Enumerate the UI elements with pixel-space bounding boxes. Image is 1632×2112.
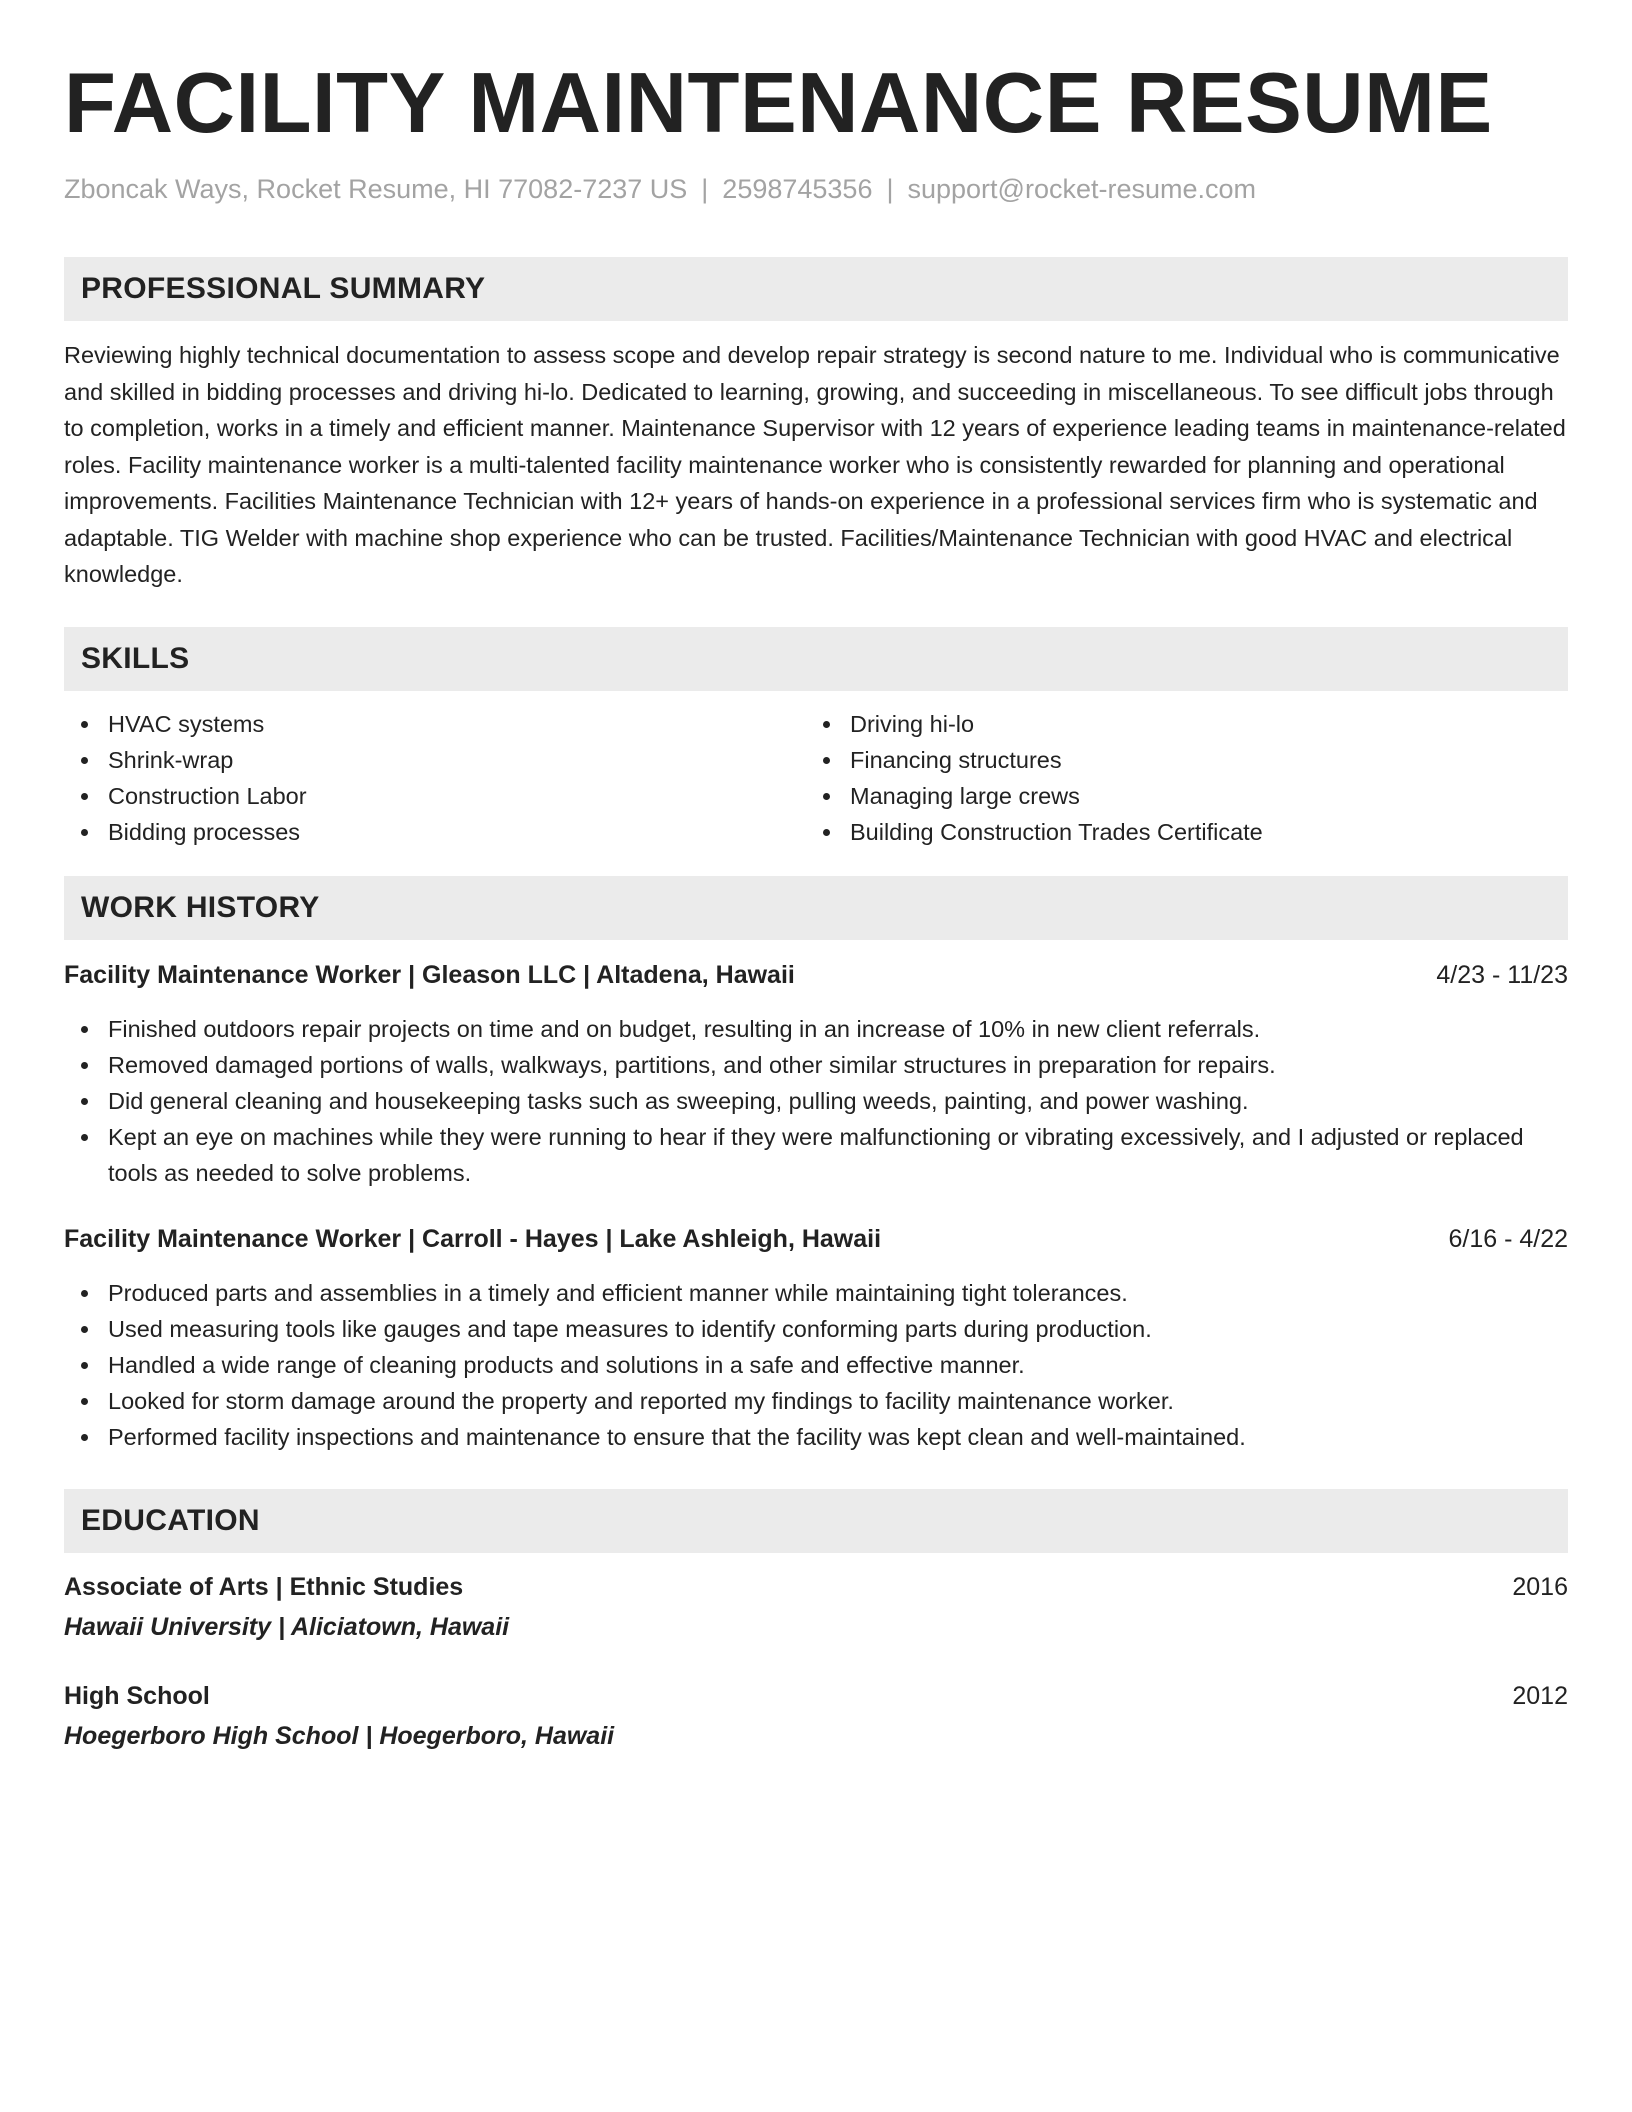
education-school: Hawaii University | Aliciatown, Hawaii <box>64 1612 510 1641</box>
skill-item: Bidding processes <box>64 814 806 850</box>
summary-text: Reviewing highly technical documentation to assess scope and develop repair strategy is second nature to me. Individual who is communicative and skilled in bidding processes and driving hi-lo. Dedicated to learning, growing, and succeeding in miscellaneous. To see difficult jobs through to completion, works in a timely and efficient manner. Maintenance Supervisor with 12 years of experience leading teams in maintenance-related roles. Facility maintenance worker is a multi-talented facility maintenance worker who is consistently rewarded for planning and operational improvements. Facilities Maintenance Technician with 12+ years of hands-on experience in a professional services firm who is systematic and adaptable. TIG Welder with machine shop experience who can be trusted. Facilities/Maintenance Technician with good HVAC and electrical knowledge. <box>64 342 1566 587</box>
skill-item: Financing structures <box>806 742 1548 778</box>
job-title: Facility Maintenance Worker | Gleason LLC | Altadena, Hawaii <box>64 960 795 989</box>
education-entry <box>64 1569 1568 1645</box>
skill-item: HVAC systems <box>64 706 806 742</box>
skills-column-right <box>806 706 1548 850</box>
education-school: Hoegerboro High School | Hoegerboro, Hawaii <box>64 1721 615 1750</box>
job-bullet: Produced parts and assemblies in a timely and efficient manner while maintaining tight tolerances. <box>64 1275 1568 1311</box>
education-degree: Associate of Arts | Ethnic Studies <box>64 1572 464 1601</box>
job-bullet: Did general cleaning and housekeeping tasks such as sweeping, pulling weeds, painting, and power washing. <box>64 1083 1568 1119</box>
education-section-header: EDUCATION <box>64 1489 1568 1553</box>
job-bullet: Finished outdoors repair projects on time and on budget, resulting in an increase of 10% in new client referrals. <box>64 1011 1568 1047</box>
job-bullets <box>64 1011 1568 1191</box>
education-degree: High School <box>64 1681 210 1710</box>
skills-section-header: SKILLS <box>64 627 1568 691</box>
skill-item: Managing large crews <box>806 778 1548 814</box>
contact-line <box>64 171 1568 207</box>
education-entry <box>64 1678 1568 1754</box>
job-bullets <box>64 1275 1568 1455</box>
job-entry <box>64 1221 1568 1455</box>
resume-title: FACILITY MAINTENANCE RESUME <box>64 56 1493 151</box>
job-bullet: Handled a wide range of cleaning products and solutions in a safe and effective manner. <box>64 1347 1568 1383</box>
contact-phone: 2598745356 <box>722 174 873 204</box>
job-bullet: Looked for storm damage around the property and reported my findings to facility maintenance worker. <box>64 1383 1568 1419</box>
job-dates: 4/23 - 11/23 <box>1436 960 1568 989</box>
contact-email[interactable]: support@rocket-resume.com <box>907 174 1257 204</box>
job-header <box>64 957 1568 993</box>
skills-column-left <box>64 706 806 850</box>
job-bullet: Removed damaged portions of walls, walkways, partitions, and other similar structures in preparation for repairs. <box>64 1047 1568 1083</box>
job-bullet: Performed facility inspections and maintenance to ensure that the facility was kept clean and well-maintained. <box>64 1419 1568 1455</box>
contact-separator: | <box>701 174 709 204</box>
work-history-section-header: WORK HISTORY <box>64 876 1568 940</box>
job-header <box>64 1221 1568 1257</box>
skill-item: Driving hi-lo <box>806 706 1548 742</box>
job-title: Facility Maintenance Worker | Carroll - Hayes | Lake Ashleigh, Hawaii <box>64 1224 882 1253</box>
skills-list <box>64 706 1568 850</box>
skill-item: Building Construction Trades Certificate <box>806 814 1548 850</box>
job-dates: 6/16 - 4/22 <box>1448 1224 1568 1253</box>
education-year: 2012 <box>1512 1681 1568 1710</box>
education-year: 2016 <box>1512 1572 1568 1601</box>
job-bullet: Kept an eye on machines while they were running to hear if they were malfunctioning or vibrating excessively, and I adjusted or replaced tools as needed to solve problems. <box>64 1119 1568 1191</box>
contact-separator: | <box>886 174 894 204</box>
skill-item: Shrink-wrap <box>64 742 806 778</box>
education-header <box>64 1678 1568 1714</box>
skill-item: Construction Labor <box>64 778 806 814</box>
summary-section-header: PROFESSIONAL SUMMARY <box>64 257 1568 321</box>
job-entry <box>64 957 1568 1191</box>
education-header <box>64 1569 1568 1605</box>
contact-address: Zboncak Ways, Rocket Resume, HI 77082-7237 US <box>64 174 688 204</box>
job-bullet: Used measuring tools like gauges and tape measures to identify conforming parts during production. <box>64 1311 1568 1347</box>
